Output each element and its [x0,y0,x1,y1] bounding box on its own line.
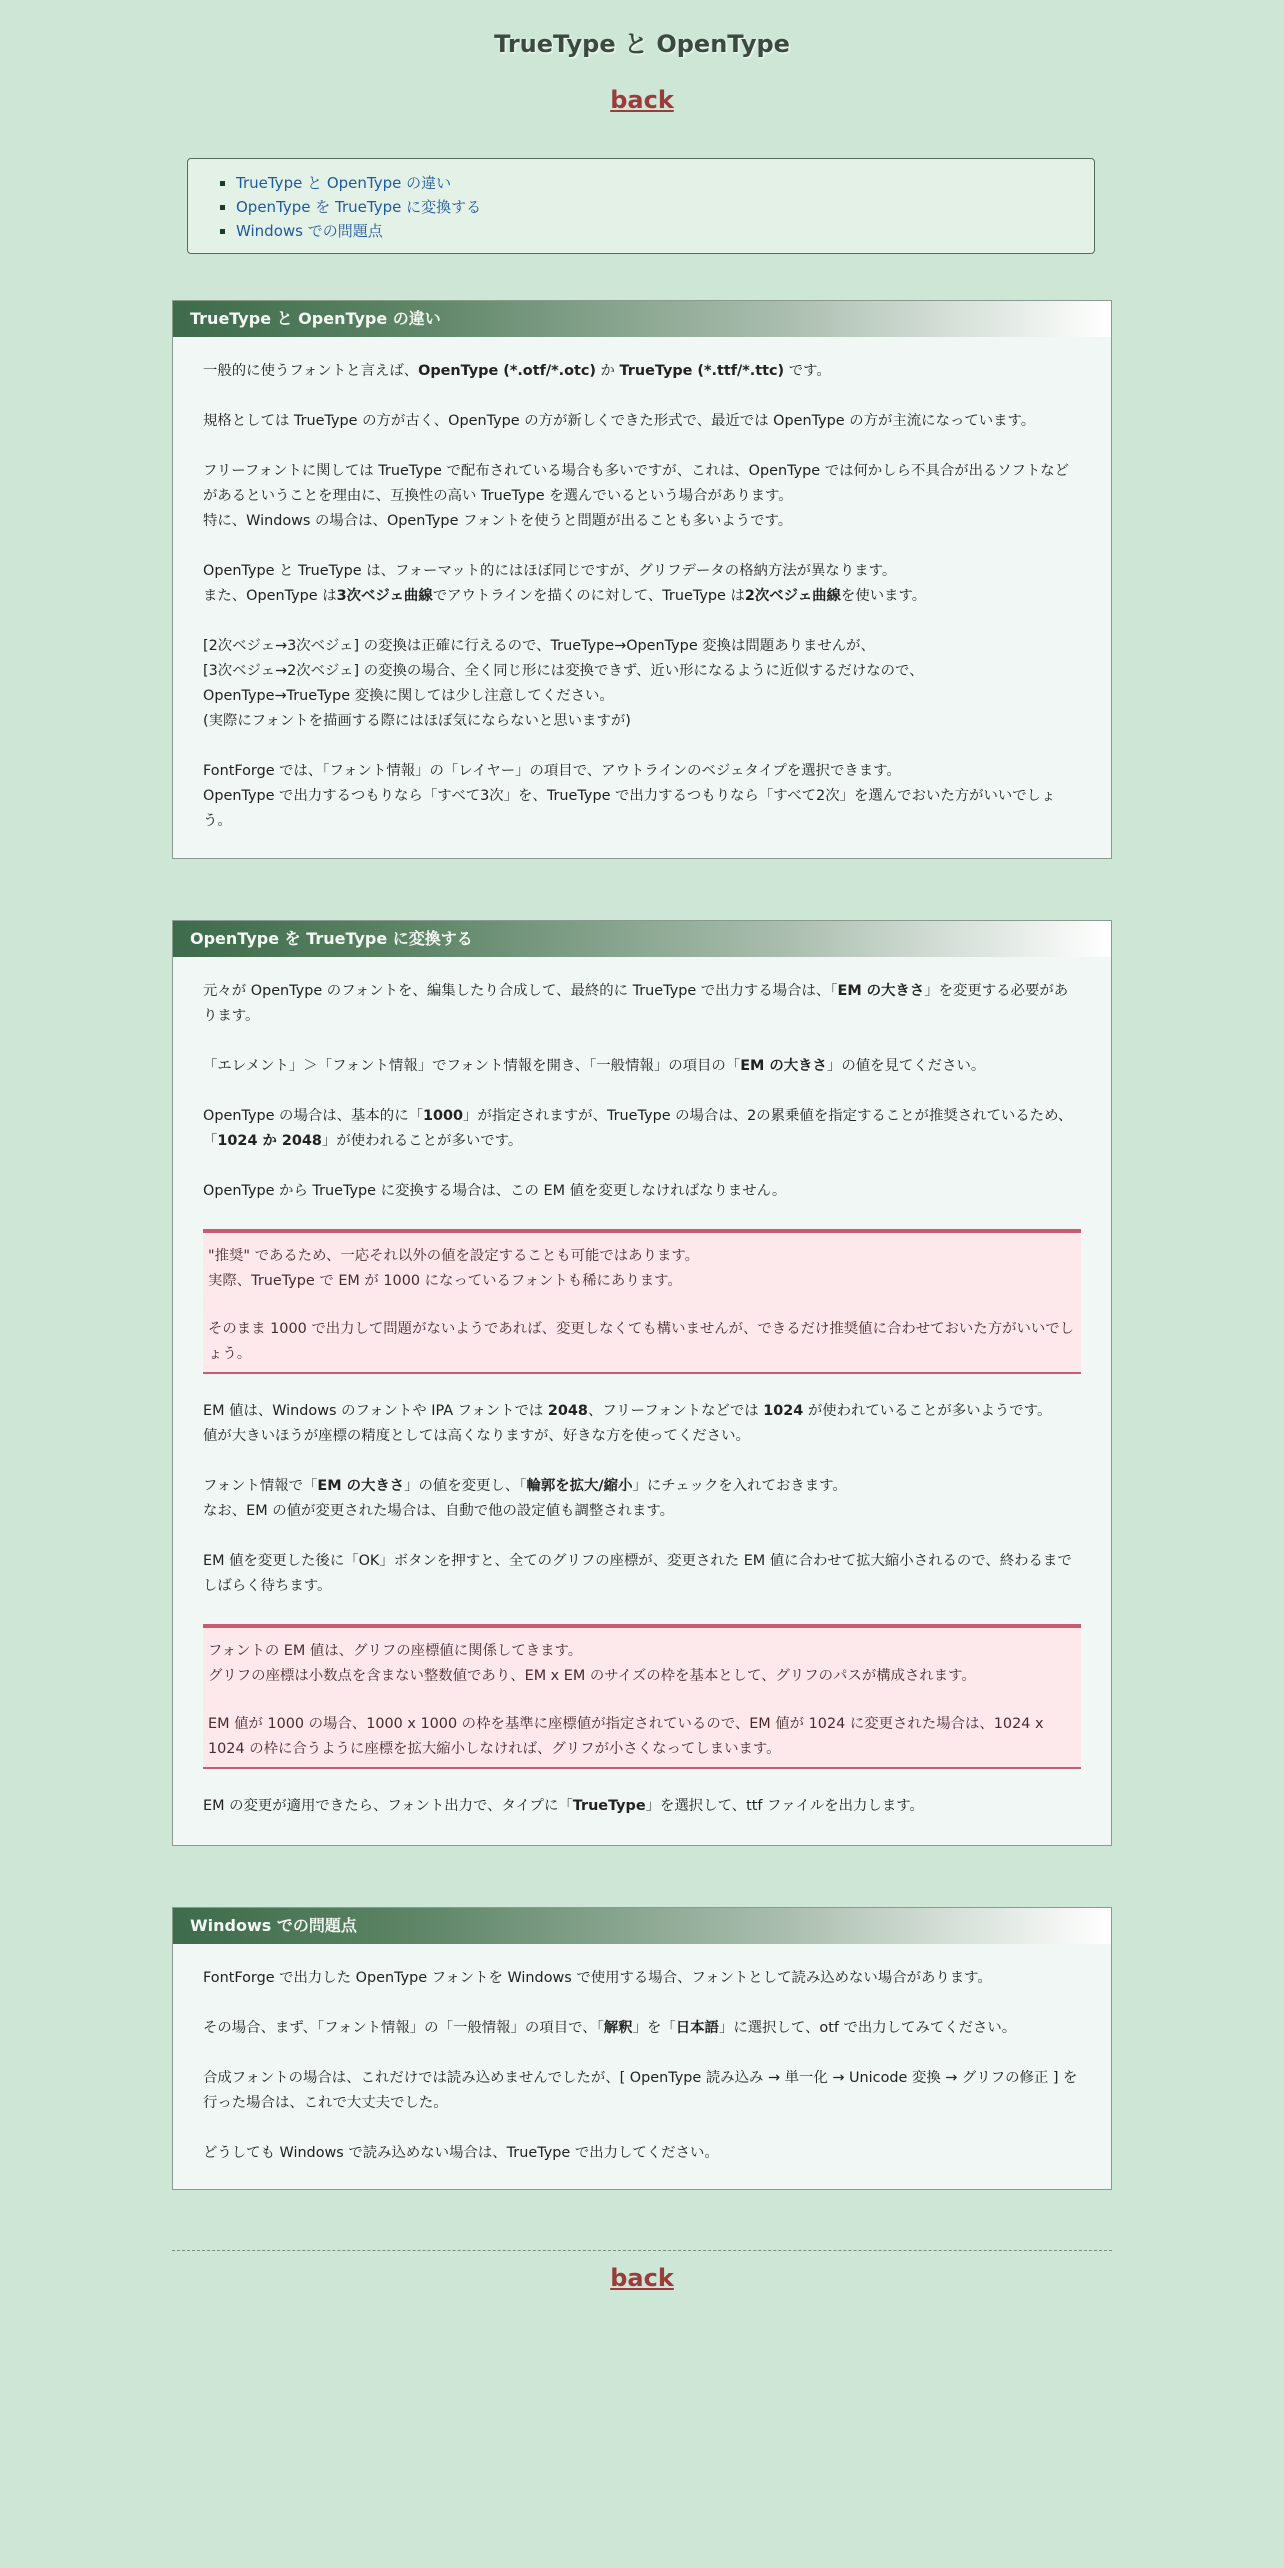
emphasis-cubic: 3次ベジェ曲線 [336,588,433,604]
text: その場合、まず、「フォント情報」の「一般情報」の項目で、「 [203,2020,604,2036]
section-body-difference [173,337,1111,834]
text: 」が使われることが多いです。 [321,1133,523,1149]
text: フォントの EM 値は、グリフの座標値に関係してきます。 [208,1643,583,1659]
paragraph: OpenType から TrueType に変換する場合は、この EM 値を変更しなければなりません。 [203,1183,787,1199]
toc-item-convert[interactable] [236,195,1094,219]
text: か [595,363,620,379]
text: 「エレメント」＞「フォント情報」でフォント情報を開き、「一般情報」の項目の「 [203,1058,741,1074]
paragraph [203,559,1081,609]
paragraph: 合成フォントの場合は、これだけでは読み込めませんでしたが、[ OpenType 読み込み → 単一化 → Unicode 変換 → グリフの修正 ] を行った場合は、これで大丈夫でした。 [203,2070,1078,2111]
paragraph [203,359,1081,384]
emphasis: 日本語 [675,2020,719,2036]
paragraph [203,1794,1081,1819]
emphasis: 1000 [422,1108,464,1124]
text: 」にチェックを入れておきます。 [632,1478,847,1494]
note-paragraph [208,1244,1076,1294]
note-box-recommended [203,1229,1081,1374]
toc-link-convert[interactable]: OpenType を TrueType に変換する [236,198,482,216]
text: OpenType と TrueType は、フォーマット的にはほぼ同じですが、グリフデータの格納方法が異なります。 [203,563,897,579]
page-title: TrueType と OpenType [494,30,790,58]
section-difference [172,300,1112,859]
paragraph [203,1399,1081,1449]
footer-divider [172,2250,1112,2251]
section-body-windows [173,1944,1111,2166]
section-heading-windows: Windows での問題点 [173,1908,1111,1944]
text: 」を「 [632,2020,676,2036]
toc-link-windows[interactable]: Windows での問題点 [236,222,383,240]
paragraph: どうしても Windows で読み込めない場合は、TrueType で出力してください。 [203,2145,719,2161]
text: 値が大きいほうが座標の精度としては高くなりますが、好きな方を使ってください。 [203,1428,750,1444]
emphasis: 解釈 [603,2020,633,2036]
emphasis: 1024 [763,1403,804,1419]
paragraph [203,459,1081,534]
back-link-top[interactable]: back [610,86,674,114]
text: "推奨" であるため、一応それ以外の値を設定することも可能ではあります。 [208,1248,699,1264]
text: なお、EM の値が変更された場合は、自動で他の設定値も調整されます。 [203,1503,675,1519]
table-of-contents [187,158,1095,254]
emphasis-quadratic: 2次ベジェ曲線 [744,588,841,604]
emphasis: 輪郭を拡大/縮小 [526,1478,633,1494]
paragraph [203,759,1081,834]
paragraph: FontForge で出力した OpenType フォントを Windows で使用する場合、フォントとして読み込めない場合があります。 [203,1970,992,1986]
text: を使います。 [840,588,927,604]
note-paragraph [208,1639,1076,1689]
section-heading-difference: TrueType と OpenType の違い [173,301,1111,337]
text: 」の値を見てください。 [826,1058,986,1074]
text: EM の変更が適用できたら、フォント出力で、タイプに「 [203,1798,573,1814]
text: 」を変更する必要があります。 [203,983,1069,1024]
paragraph: 規格としては TrueType の方が古く、OpenType の方が新しくできた形式で、最近では OpenType の方が主流になっています。 [203,413,1036,429]
emphasis: TrueType [572,1798,646,1814]
text: OpenType の場合は、基本的に「 [203,1108,423,1124]
section-windows [172,1907,1112,2190]
toc-item-windows[interactable] [236,219,1094,243]
text: OpenType で出力するつもりなら「すべて3次」を、TrueType で出力するつもりなら「すべて2次」を選んでおいた方がいいでしょう。 [203,788,1056,829]
section-convert [172,920,1112,1846]
text: フォント情報で「 [203,1478,318,1494]
text: 」の値を変更し、「 [404,1478,527,1494]
text: OpenType→TrueType 変換に関しては少し注意してください。 [203,688,614,704]
text: 」が指定されますが、TrueType の場合は、2の累乗値を指定することが推奨されているため、「 [203,1108,1073,1149]
text: が使われていることが多いようです。 [803,1403,1052,1419]
emphasis: EM の大きさ [740,1058,827,1074]
text: グリフの座標は小数点を含まない整数値であり、EM x EM のサイズの枠を基本として、グリフのパスが構成されます。 [208,1668,976,1684]
text: また、OpenType は [203,588,337,604]
text: フリーフォントに関しては TrueType で配布されている場合も多いですが、これは、OpenType では何かしら不具合が出るソフトなどがあるということを理由に、互換性の高い TrueType を選んでいるという場合があります。 [203,463,1070,504]
paragraph [203,2016,1081,2041]
paragraph [203,1054,1081,1079]
text: 特に、Windows の場合は、OpenType フォントを使うと問題が出ることも多いようです。 [203,513,793,529]
emphasis: 1024 か 2048 [217,1133,322,1149]
section-body-convert [173,957,1111,1819]
text: [2次ベジェ→3次ベジェ] の変換は正確に行えるので、TrueType→OpenType 変換は問題ありませんが、 [203,638,875,654]
text: 」を選択して、ttf ファイルを出力します。 [645,1798,924,1814]
note-paragraph: EM 値が 1000 の場合、1000 x 1000 の枠を基準に座標値が指定されているので、EM 値が 1024 に変更された場合は、1024 x 1024 の枠に合うように座標を拡大縮小しなければ、グリフが小さくなってしまいます。 [208,1716,1044,1757]
toc-link-difference[interactable]: TrueType と OpenType の違い [236,174,452,192]
text: FontForge では、「フォント情報」の「レイヤー」の項目で、アウトラインのベジェタイプを選択できます。 [203,763,901,779]
text: でアウトラインを描くのに対して、TrueType は [432,588,745,604]
emphasis-ttf: TrueType (*.ttf/*.ttc) [619,363,785,379]
paragraph [203,979,1081,1029]
text: 一般的に使うフォントと言えば、 [203,363,419,379]
text: 実際、TrueType で EM が 1000 になっているフォントも稀にあります。 [208,1273,682,1289]
text: [3次ベジェ→2次ベジェ] の変換の場合、全く同じ形には変換できず、近い形になるように近似するだけなので、 [203,663,924,679]
paragraph [203,1104,1081,1154]
paragraph: EM 値を変更した後に「OK」ボタンを押すと、全てのグリフの座標が、変更された EM 値に合わせて拡大縮小されるので、終わるまでしばらく待ちます。 [203,1553,1072,1594]
section-heading-convert: OpenType を TrueType に変換する [173,921,1111,957]
note-paragraph: そのまま 1000 で出力して問題がないようであれば、変更しなくても構いませんが、できるだけ推奨値に合わせておいた方がいいでしょう。 [208,1321,1075,1362]
text: 、フリーフォントなどでは [587,1403,764,1419]
text: です。 [784,363,831,379]
text: 」に選択して、otf で出力してみてください。 [718,2020,1017,2036]
text: EM 値は、Windows のフォントや IPA フォントでは [203,1403,548,1419]
toc-item-difference[interactable] [236,171,1094,195]
paragraph [203,634,1081,734]
note-box-em-value [203,1624,1081,1769]
emphasis: 2048 [547,1403,588,1419]
text: (実際にフォントを描画する際にはほぼ気にならないと思いますが) [203,713,631,729]
emphasis-otf: OpenType (*.otf/*.otc) [418,363,596,379]
emphasis: EM の大きさ [837,983,925,999]
text: 元々が OpenType のフォントを、編集したり合成して、最終的に TrueType で出力する場合は、「 [203,983,838,999]
emphasis: EM の大きさ [317,1478,405,1494]
paragraph [203,1474,1081,1524]
back-link-bottom[interactable]: back [610,2264,674,2292]
